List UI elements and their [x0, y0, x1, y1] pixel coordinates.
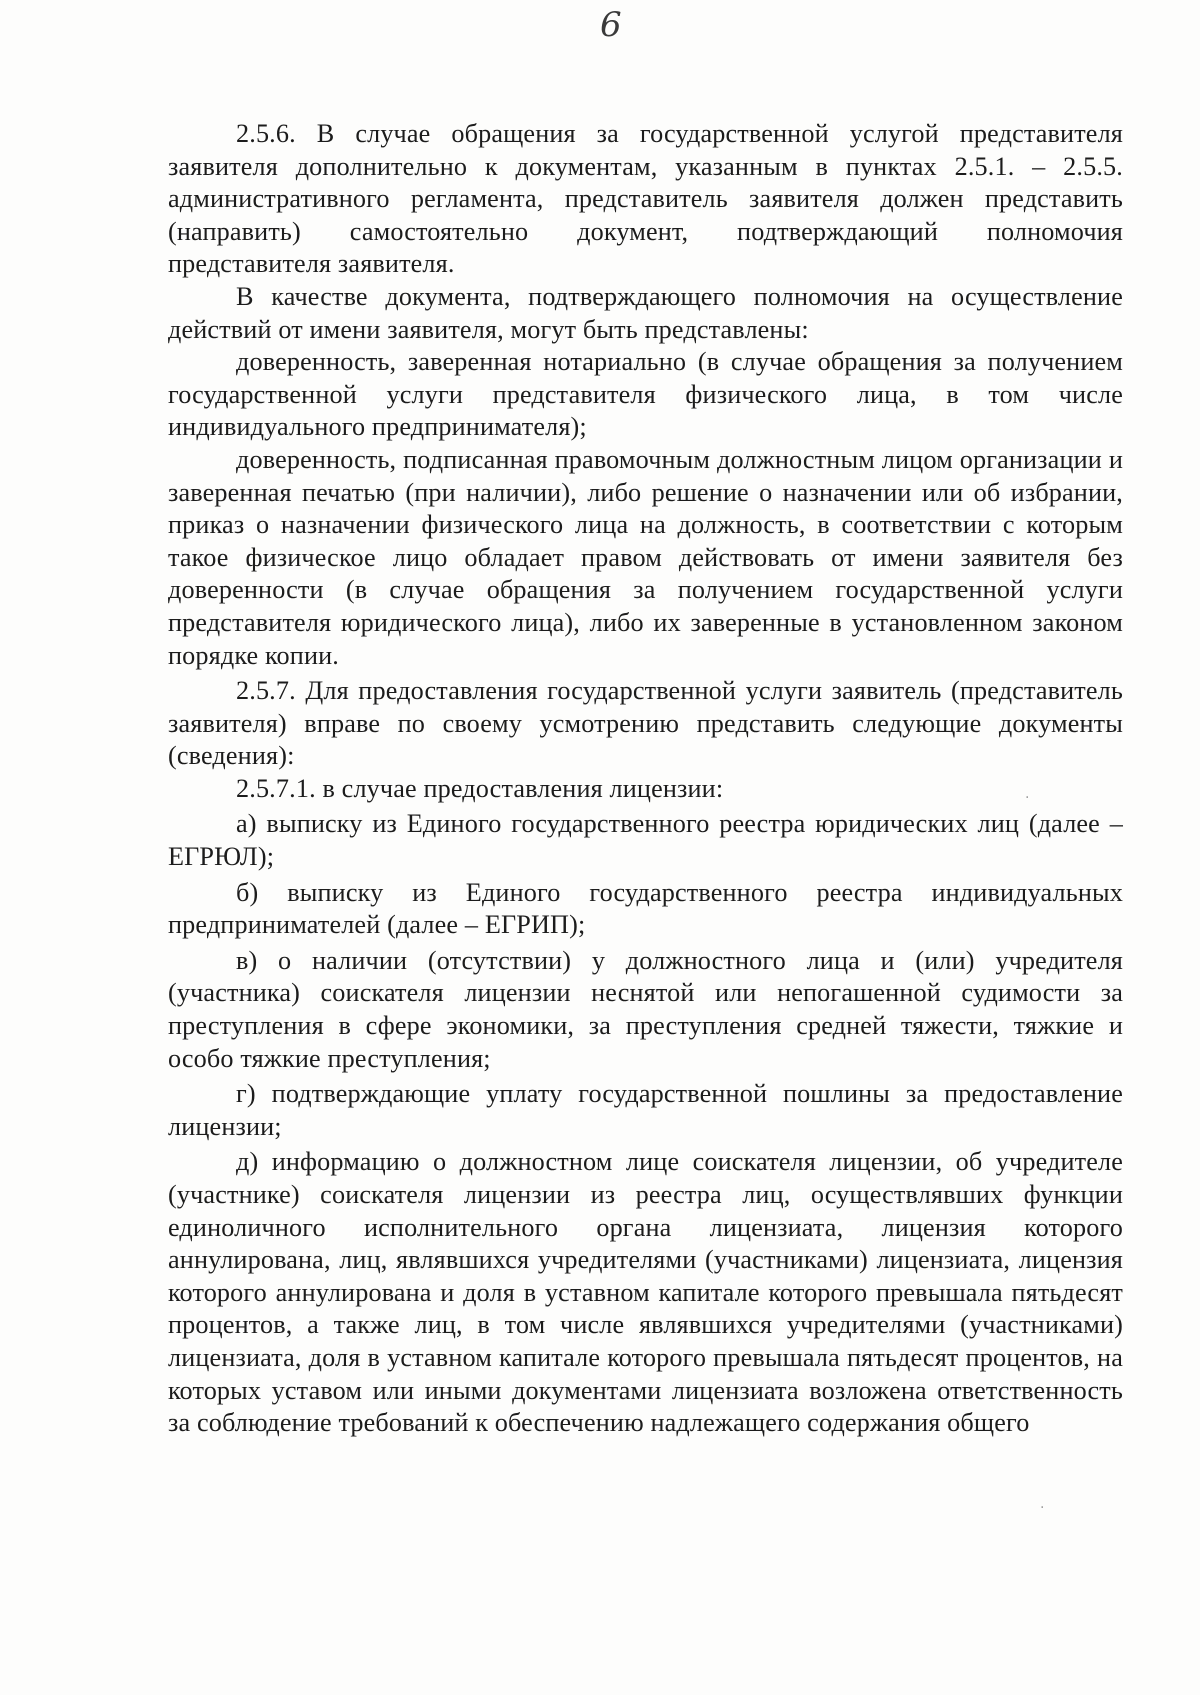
list-item-b: б) выписку из Единого государственного реестра индивидуальных предпринимателей (далее – ЕГРИП); — [168, 877, 1123, 940]
paragraph-2-5-7-1: 2.5.7.1. в случае предоставления лицензии: — [236, 773, 724, 803]
paragraph-2-5-7: 2.5.7. Для предоставления государственной услуги заявитель (представитель заявителя) вправе по своему усмотрению представить следующие документы (сведения): — [168, 676, 1123, 771]
scan-artifact: · — [1040, 1500, 1045, 1516]
list-item-v: в) о наличии (отсутствии) у должностного лица и (или) учредителя (участника) соискателя лицензии неснятой или непогашенной судимости за преступления в сфере экономики, за преступления средней тяжести, тяжкие и особо тяжкие преступления; — [168, 945, 1123, 1073]
scan-artifact: · — [1025, 790, 1030, 806]
paragraph-notarized-power-of-attorney: доверенность, заверенная нотариально (в случае обращения за получением государственной услуги представителя физического лица, в том числе индивидуального предпринимателя); — [168, 347, 1123, 442]
list-item-d: д) информацию о должностном лице соискателя лицензии, об учредителе (участнике) соискателя лицензии из реестра лиц, осуществлявших функции единоличного исполнительного органа лицензиата, лицензия которого аннулирована, лиц, являвшихся учредителями (участниками) лицензиата, лицензия которого аннулирована и доля в уставном капитале которого превышала пятьдесят процентов, а также лиц, в том числе являвшихся учредителями (участниками) лицензиата, доля в уставном капитале которого превышала пятьдесят процентов, на которых уставом или иными документами лицензиата возложена ответственность за соблюдение требований к обеспечению надлежащего содержания общего — [168, 1147, 1123, 1438]
document-body — [168, 118, 1123, 1440]
list-item-a: а) выписку из Единого государственного реестра юридических лиц (далее – ЕГРЮЛ); — [168, 809, 1123, 872]
paragraph-authority-documents: В качестве документа, подтверждающего полномочия на осуществление действий от имени заявителя, могут быть представлены: — [168, 281, 1123, 344]
page-number: 6 — [600, 5, 622, 45]
paragraph-signed-power-of-attorney: доверенность, подписанная правомочным должностным лицом организации и заверенная печатью (при наличии), либо решение о назначении или об избрании, приказ о назначении физического лица на должность, в соответствии с которым такое физическое лицо обладает правом действовать от имени заявителя без доверенности (в случае обращения за получением государственной услуги представителя юридического лица), либо их заверенные в установленном законом порядке копии. — [168, 444, 1123, 670]
paragraph-2-5-6: 2.5.6. В случае обращения за государственной услугой представителя заявителя дополнительно к документам, указанным в пунктах 2.5.1. – 2.5.5. административного регламента, представитель заявителя должен представить (направить) самостоятельно документ, подтверждающий полномочия представителя заявителя. — [168, 119, 1123, 279]
list-item-g: г) подтверждающие уплату государственной пошлины за предоставление лицензии; — [168, 1079, 1123, 1141]
